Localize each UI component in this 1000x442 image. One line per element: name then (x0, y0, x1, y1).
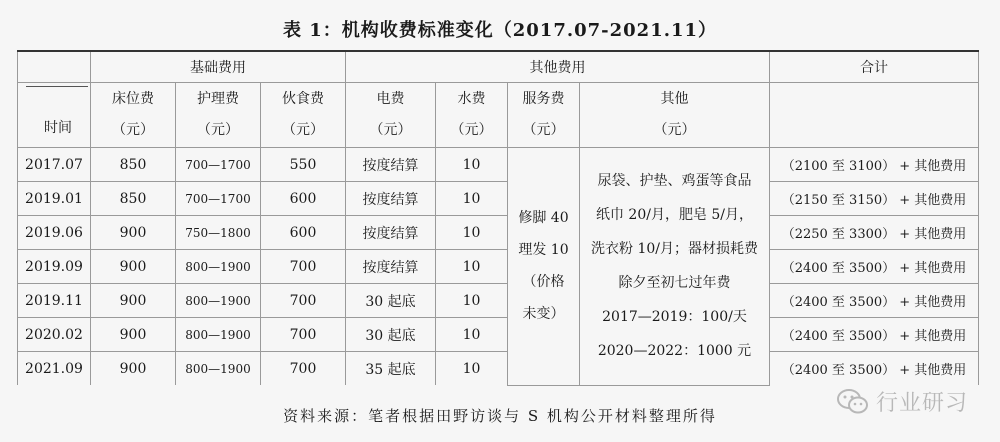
table-row (18, 148, 979, 182)
service-fee-header: 服务费 （元） (508, 83, 580, 148)
cell-bed: 850 (91, 182, 176, 216)
cell-nursing: 800—1900 (176, 352, 261, 386)
table-row (18, 318, 979, 352)
cell-water: 10 (436, 318, 508, 352)
cell-electricity: 按度结算 (346, 182, 436, 216)
service-line: 理发 10 (518, 242, 569, 259)
group-basic-fees: 基础费用 (91, 51, 346, 83)
cell-time: 2020.02 (18, 318, 91, 352)
cell-water: 10 (436, 182, 508, 216)
total-header-blank (770, 83, 979, 148)
cell-food: 700 (261, 250, 346, 284)
cell-food: 600 (261, 182, 346, 216)
table-title: 表 1：机构收费标准变化（2017.07-2021.11） (282, 20, 718, 41)
cell-food: 700 (261, 352, 346, 386)
cell-bed: 850 (91, 148, 176, 182)
group-other-fees: 其他费用 (346, 51, 770, 83)
cell-electricity: 按度结算 (346, 148, 436, 182)
cell-time: 2019.11 (18, 284, 91, 318)
service-line: 修脚 40 (518, 210, 569, 227)
bed-fee-header: 床位费 （元） (91, 83, 176, 148)
cell-nursing: 800—1900 (176, 284, 261, 318)
service-fee-cell (508, 148, 580, 386)
group-total: 合计 (770, 51, 979, 83)
wechat-icon (836, 388, 870, 416)
service-line: （价格 (522, 274, 565, 291)
cell-total: （2100 至 3100） + 其他费用 (770, 148, 979, 182)
water-fee-header: 水费 （元） (436, 83, 508, 148)
cell-water: 10 (436, 284, 508, 318)
misc-line: 2017—2019：100/天 (602, 309, 747, 326)
time-header-corner (18, 51, 91, 83)
cell-total: （2150 至 3150） + 其他费用 (770, 182, 979, 216)
misc-line: 2020—2022：1000 元 (597, 343, 752, 360)
cell-time: 2019.06 (18, 216, 91, 250)
food-fee-header: 伙食费 （元） (261, 83, 346, 148)
cell-time: 2021.09 (18, 352, 91, 386)
cell-water: 10 (436, 216, 508, 250)
cell-bed: 900 (91, 284, 176, 318)
cell-time: 2019.09 (18, 250, 91, 284)
watermark (836, 386, 968, 417)
table-row (18, 284, 979, 318)
misc-fee-header: 其他 （元） (580, 83, 770, 148)
cell-water: 10 (436, 352, 508, 386)
cell-nursing: 700—1700 (176, 148, 261, 182)
header-row-groups (18, 51, 979, 83)
misc-line: 纸巾 20/月，肥皂 5/月， (595, 207, 754, 224)
cell-nursing: 800—1900 (176, 250, 261, 284)
cell-total: （2250 至 3300） + 其他费用 (770, 216, 979, 250)
cell-time: 2017.07 (18, 148, 91, 182)
cell-food: 700 (261, 284, 346, 318)
cell-food: 550 (261, 148, 346, 182)
cell-bed: 900 (91, 352, 176, 386)
time-header: 时间 (18, 83, 91, 148)
misc-line: 除夕至初七过年费 (618, 275, 731, 292)
electricity-fee-header: 电费 （元） (346, 83, 436, 148)
watermark-text: 行业研习 (876, 391, 969, 416)
nursing-fee-header: 护理费 （元） (176, 83, 261, 148)
misc-fee-cell (580, 148, 770, 386)
table-row (18, 182, 979, 216)
misc-line: 洗衣粉 10/月；器材损耗费 (591, 241, 758, 258)
cell-food: 700 (261, 318, 346, 352)
service-line: 未变） (522, 306, 565, 323)
cell-water: 10 (436, 250, 508, 284)
cell-total: （2400 至 3500） + 其他费用 (770, 284, 979, 318)
cell-total: （2400 至 3500） + 其他费用 (770, 318, 979, 352)
fee-table (17, 50, 979, 386)
cell-bed: 900 (91, 318, 176, 352)
cell-time: 2019.01 (18, 182, 91, 216)
header-row-columns (18, 83, 979, 148)
table-row (18, 216, 979, 250)
cell-bed: 900 (91, 250, 176, 284)
cell-electricity: 按度结算 (346, 216, 436, 250)
cell-electricity: 30 起底 (346, 284, 436, 318)
cell-nursing: 750—1800 (176, 216, 261, 250)
cell-electricity: 按度结算 (346, 250, 436, 284)
cell-total: （2400 至 3500） + 其他费用 (770, 250, 979, 284)
source-note: 资料来源：笔者根据田野访谈与 S 机构公开材料整理所得 (283, 407, 717, 425)
cell-bed: 900 (91, 216, 176, 250)
table-row (18, 352, 979, 386)
cell-nursing: 800—1900 (176, 318, 261, 352)
cell-water: 10 (436, 148, 508, 182)
misc-line: 尿袋、护垫、鸡蛋等食品 (597, 173, 752, 190)
cell-electricity: 35 起底 (346, 352, 436, 386)
cell-food: 600 (261, 216, 346, 250)
cell-total: （2400 至 3500） + 其他费用 (770, 352, 979, 386)
cell-nursing: 700—1700 (176, 182, 261, 216)
table-row (18, 250, 979, 284)
cell-electricity: 30 起底 (346, 318, 436, 352)
